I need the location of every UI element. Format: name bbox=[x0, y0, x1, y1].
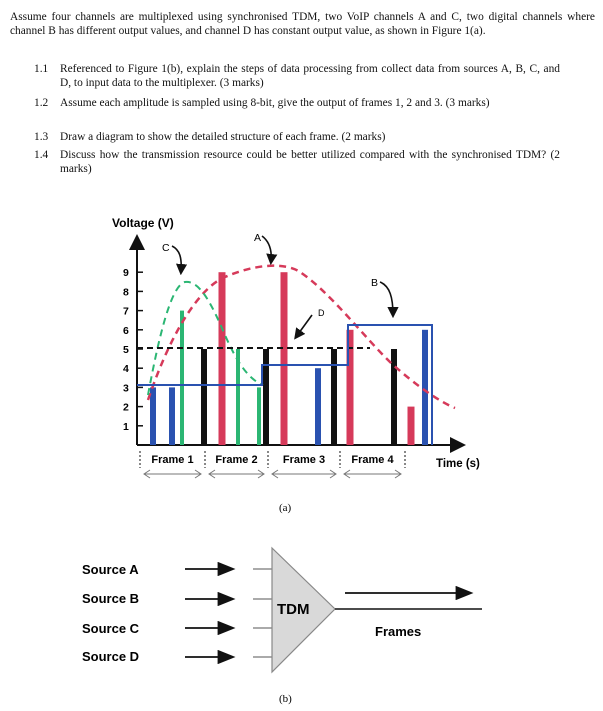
source-a-label: Source A bbox=[82, 562, 139, 577]
source-b-sample-bar bbox=[422, 330, 428, 445]
figure-b-diagram bbox=[0, 521, 603, 711]
source-d-sample-bar bbox=[391, 349, 397, 445]
arrow-source-a bbox=[262, 236, 271, 262]
frame-label: Frame 1 bbox=[151, 454, 194, 466]
problem-intro: Assume four channels are multiplexed using synchronised TDM, two VoIP channels A and C, two digital channels where channel B has different output values, and channel D has constant output value, as shown in Figure 1(a). bbox=[10, 11, 595, 38]
frame-label: Frame 4 bbox=[351, 454, 394, 466]
source-d-label: Source D bbox=[82, 649, 140, 664]
source-a-sample-bar bbox=[281, 272, 288, 445]
y-tick-label: 4 bbox=[123, 363, 129, 376]
label-source-a: A bbox=[254, 232, 262, 244]
source-a-curve bbox=[148, 266, 455, 408]
y-tick-label: 6 bbox=[123, 324, 129, 337]
question-1-1 bbox=[34, 62, 560, 91]
figure-a-chart bbox=[0, 200, 603, 520]
question-1-4 bbox=[34, 148, 560, 177]
y-tick-label: 7 bbox=[123, 305, 129, 318]
source-b-sample-bar bbox=[169, 387, 175, 445]
question-text: Discuss how the transmission resource could be better utilized compared with the synchronised TDM? (2 marks) bbox=[60, 149, 560, 176]
y-tick-label: 5 bbox=[123, 344, 129, 356]
y-tick-label: 3 bbox=[123, 382, 129, 395]
source-d-sample-bar bbox=[201, 349, 207, 445]
y-tick-label: 2 bbox=[123, 401, 129, 414]
source-a-sample-bar bbox=[219, 272, 226, 445]
arrow-source-b bbox=[380, 282, 393, 315]
figure-b-caption: (b) bbox=[279, 693, 292, 705]
label-source-b: B bbox=[371, 277, 379, 289]
frames-label: Frames bbox=[375, 624, 422, 639]
tdm-label: TDM bbox=[277, 601, 310, 618]
question-number: 1.2 bbox=[34, 97, 49, 109]
source-c-sample-bar bbox=[257, 387, 261, 445]
source-c-sample-bar bbox=[180, 311, 184, 445]
frame-label: Frame 2 bbox=[215, 454, 258, 466]
x-axis-label: Time (s) bbox=[436, 458, 480, 470]
y-tick-label: 9 bbox=[123, 267, 129, 280]
source-d-sample-bar bbox=[263, 349, 269, 445]
y-axis-label: Voltage (V) bbox=[112, 216, 174, 230]
arrow-source-c bbox=[172, 246, 181, 272]
y-tick-label: 8 bbox=[123, 286, 129, 299]
arrow-source-d bbox=[296, 315, 312, 337]
question-text: Draw a diagram to show the detailed structure of each frame. (2 marks) bbox=[60, 131, 386, 143]
question-1-3 bbox=[34, 130, 560, 144]
question-text: Assume each amplitude is sampled using 8-bit, give the output of frames 1, 2 and 3. (3 marks) bbox=[60, 97, 490, 109]
label-source-c: C bbox=[162, 242, 170, 254]
source-a-sample-bar bbox=[408, 407, 415, 445]
frame-label: Frame 3 bbox=[282, 454, 326, 466]
figure-a-caption: (a) bbox=[279, 502, 292, 514]
source-c-label: Source C bbox=[82, 621, 140, 636]
question-number: 1.4 bbox=[34, 149, 49, 161]
question-1-2 bbox=[34, 96, 560, 110]
source-b-sample-bar bbox=[150, 387, 156, 445]
question-text: Referenced to Figure 1(b), explain the steps of data processing from collect data from sources A, B, C, and D, to input data to the multiplexer. (3 marks) bbox=[60, 63, 560, 90]
label-source-d: D bbox=[318, 308, 325, 318]
source-d-sample-bar bbox=[331, 349, 337, 445]
y-tick-label: 1 bbox=[123, 420, 129, 433]
source-b-label: Source B bbox=[82, 591, 140, 606]
source-b-sample-bar bbox=[315, 368, 321, 445]
question-number: 1.1 bbox=[34, 63, 49, 75]
question-number: 1.3 bbox=[34, 131, 49, 143]
